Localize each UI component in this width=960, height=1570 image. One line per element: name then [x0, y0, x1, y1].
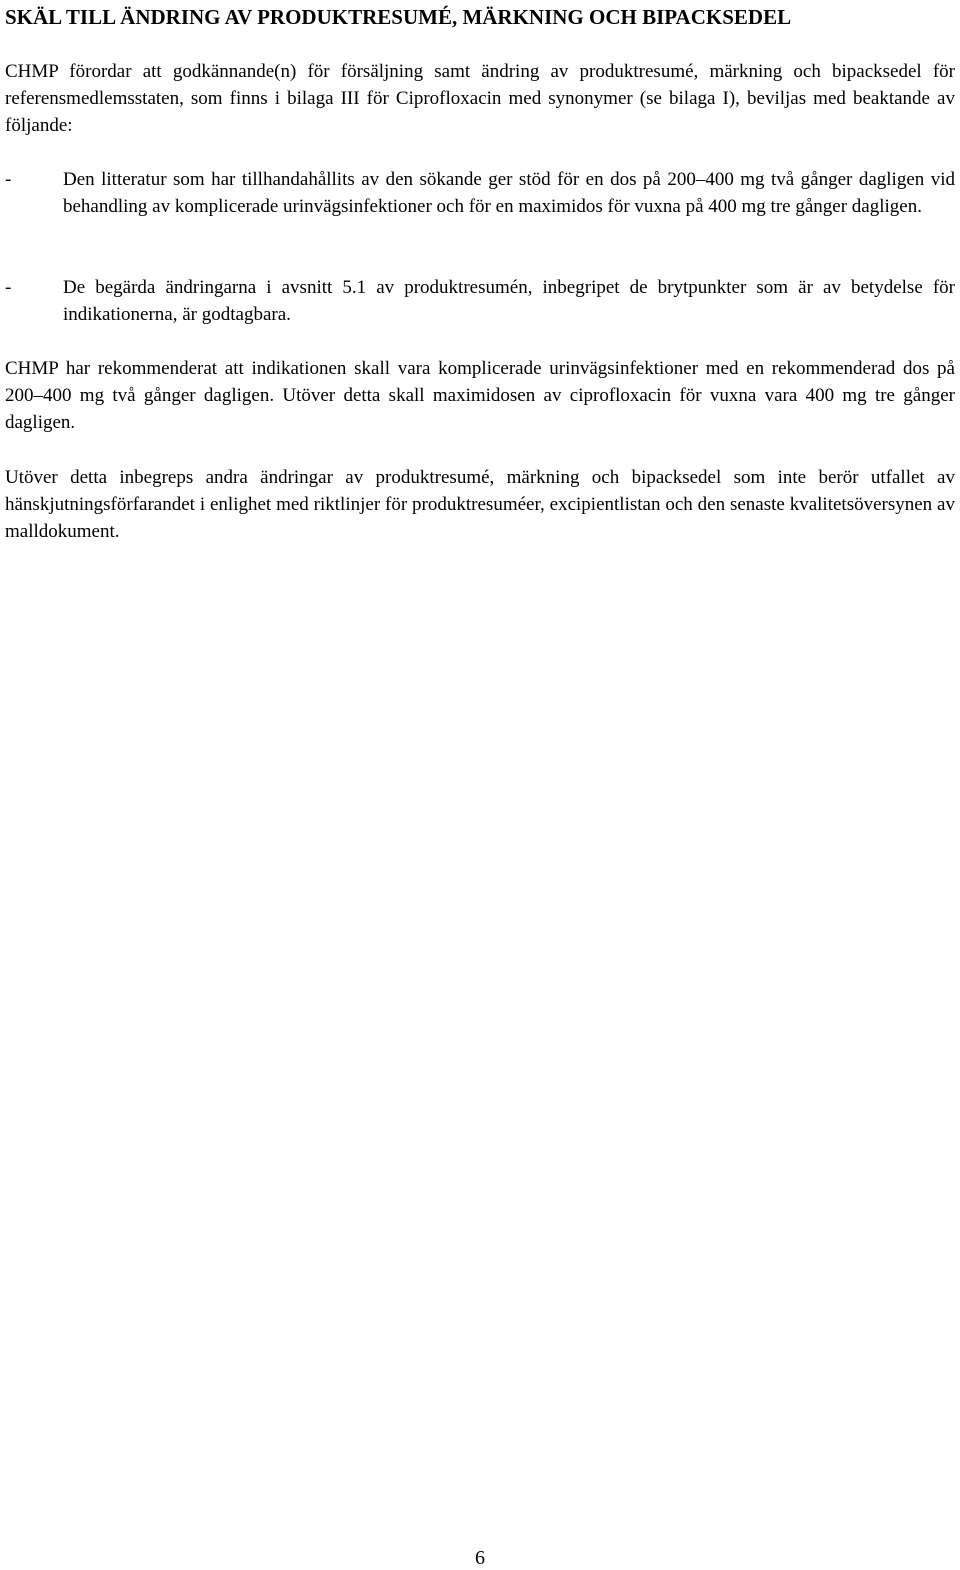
other-changes-paragraph: Utöver detta inbegreps andra ändringar av produktresumé, märkning och bipacksedel som inte berör utfallet av hänskjutningsförfarandet i enlighet med riktlinjer för produktresuméer, excipientlistan och den senaste kvalitetsöversynen av malldokument. [5, 467, 955, 543]
bullet-item [5, 166, 955, 220]
page-number: 6 [475, 1547, 485, 1569]
bullet-marker: - [5, 169, 12, 190]
bullet-item [5, 274, 955, 328]
bullet-text: Den litteratur som har tillhandahållits av den sökande ger stöd för en dos på 200–400 mg två gånger dagligen vid behandling av komplicerade urinvägsinfektioner och för en maximidos för vuxna på 400 mg tre gånger dagligen. [63, 169, 955, 218]
bullet-marker: - [5, 277, 12, 298]
intro-paragraph: CHMP förordar att godkännande(n) för försäljning samt ändring av produktresumé, märkning och bipacksedel för referensmedlemsstaten, som finns i bilaga III för Ciprofloxacin med synonymer (se bilaga I), beviljas med beaktande av följande: [5, 61, 955, 137]
bullet-text: De begärda ändringarna i avsnitt 5.1 av produktresumén, inbegripet de brytpunkter som är av betydelse för indikationerna, är godtagbara. [63, 277, 955, 326]
recommendation-paragraph: CHMP har rekommenderat att indikationen skall vara komplicerade urinvägsinfektioner med en rekommenderad dos på 200–400 mg två gånger dagligen. Utöver detta skall maximidosen av ciprofloxacin för vuxna vara 400 mg tre gånger dagligen. [5, 358, 955, 434]
section-heading: SKÄL TILL ÄNDRING AV PRODUKTRESUMÉ, MÄRKNING OCH BIPACKSEDEL [5, 5, 792, 29]
